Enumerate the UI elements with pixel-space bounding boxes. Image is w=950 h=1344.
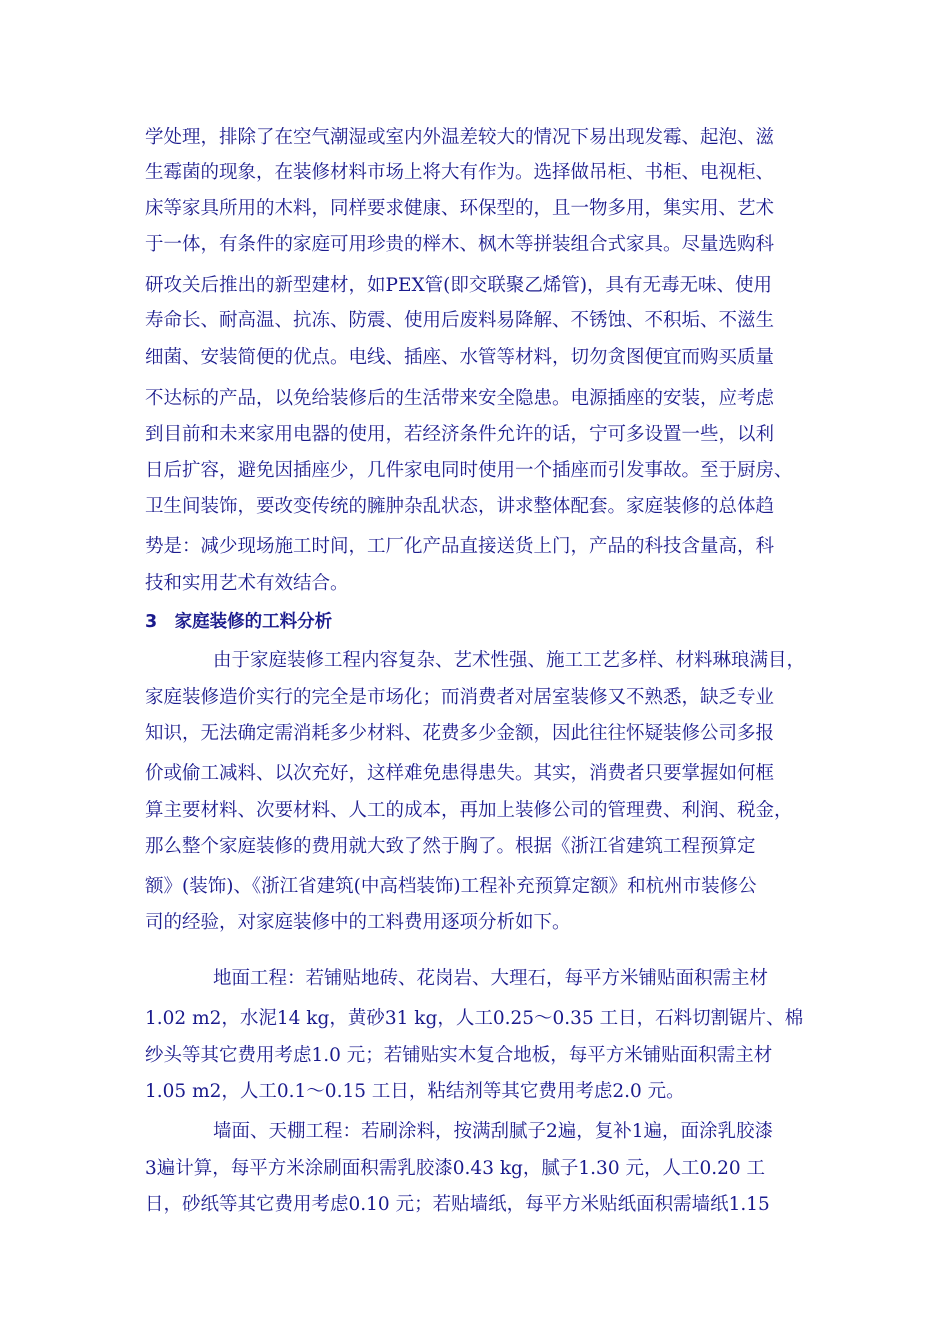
body-text-line: 细菌、安装简便的优点。电线、插座、水管等材料，切勿贪图便宜而购买质量 <box>145 347 775 368</box>
body-text-line: 由于家庭装修工程内容复杂、艺术性强、施工工艺多样、材料琳琅满目， <box>213 650 806 671</box>
body-text-line: 家庭装修造价实行的完全是市场化；而消费者对居室装修又不熟悉，缺乏专业 <box>145 687 775 708</box>
body-text-line: 地面工程：若铺贴地砖、花岗岩、大理石，每平方米铺贴面积需主材 <box>213 968 769 989</box>
body-text-line: 价或偷工减料、以次充好，这样难免患得患失。其实，消费者只要掌握如何框 <box>145 763 775 784</box>
body-text-line: 于一体，有条件的家庭可用珍贵的榉木、枫木等拼装组合式家具。尽量选购科 <box>145 234 775 255</box>
body-text-line: 床等家具所用的木料，同样要求健康、环保型的，且一物多用，集实用、艺术 <box>145 198 775 219</box>
body-text-line: 纱头等其它费用考虑1.0 元；若铺贴实木复合地板，每平方米铺贴面积需主材 <box>145 1045 773 1066</box>
section-heading: 3 家庭装修的工料分析 <box>145 612 333 632</box>
body-text-line: 不达标的产品，以免给装修后的生活带来安全隐患。电源插座的安装，应考虑 <box>145 388 775 409</box>
body-text-line: 3遍计算，每平方米涂刷面积需乳胶漆0.43 kg，腻子1.30 元，人工0.20 工 <box>145 1158 766 1179</box>
body-text-line: 学处理，排除了在空气潮湿或室内外温差较大的情况下易出现发霉、起泡、滋 <box>145 127 775 148</box>
body-text-line: 研攻关后推出的新型建材，如PEX管(即交联聚乙烯管)，具有无毒无味、使用 <box>145 275 773 296</box>
body-text-line: 技和实用艺术有效结合。 <box>145 573 349 594</box>
body-text-line: 1.05 m2，人工0.1～0.15 工日，粘结剂等其它费用考虑2.0 元。 <box>145 1081 685 1102</box>
body-text-line: 到目前和未来家用电器的使用，若经济条件允许的话，宁可多设置一些，以利 <box>145 424 775 445</box>
body-text-line: 生霉菌的现象，在装修材料市场上将大有作为。选择做吊柜、书柜、电视柜、 <box>145 162 775 183</box>
body-text-line: 墙面、天棚工程：若刷涂料，按满刮腻子2遍，复补1遍，面涂乳胶漆 <box>213 1121 774 1142</box>
body-text-line: 日后扩容，避免因插座少，几件家电同时使用一个插座而引发事故。至于厨房、 <box>145 460 793 481</box>
body-text-line: 额》(装饰)、《浙江省建筑(中高档装饰)工程补充预算定额》和杭州市装修公 <box>145 876 757 897</box>
body-text-line: 寿命长、耐高温、抗冻、防震、使用后废料易降解、不锈蚀、不积垢、不滋生 <box>145 310 775 331</box>
body-text-line: 卫生间装饰，要改变传统的臃肿杂乱状态，讲求整体配套。家庭装修的总体趋 <box>145 496 775 517</box>
body-text-line: 日，砂纸等其它费用考虑0.10 元；若贴墙纸，每平方米贴纸面积需墙纸1.15 <box>145 1194 770 1215</box>
body-text-line: 司的经验，对家庭装修中的工料费用逐项分析如下。 <box>145 912 571 933</box>
body-text-line: 势是：减少现场施工时间，工厂化产品直接送货上门，产品的科技含量高，科 <box>145 536 775 557</box>
body-text-line: 那么整个家庭装修的费用就大致了然于胸了。根据《浙江省建筑工程预算定 <box>145 836 756 857</box>
body-text-line: 算主要材料、次要材料、人工的成本，再加上装修公司的管理费、利润、税金， <box>145 800 793 821</box>
body-text-line: 知识，无法确定需消耗多少材料、花费多少金额，因此往往怀疑装修公司多报 <box>145 723 775 744</box>
body-text-line: 1.02 m2，水泥14 kg，黄砂31 kg，人工0.25～0.35 工日，石料切割锯片、棉 <box>145 1008 804 1029</box>
